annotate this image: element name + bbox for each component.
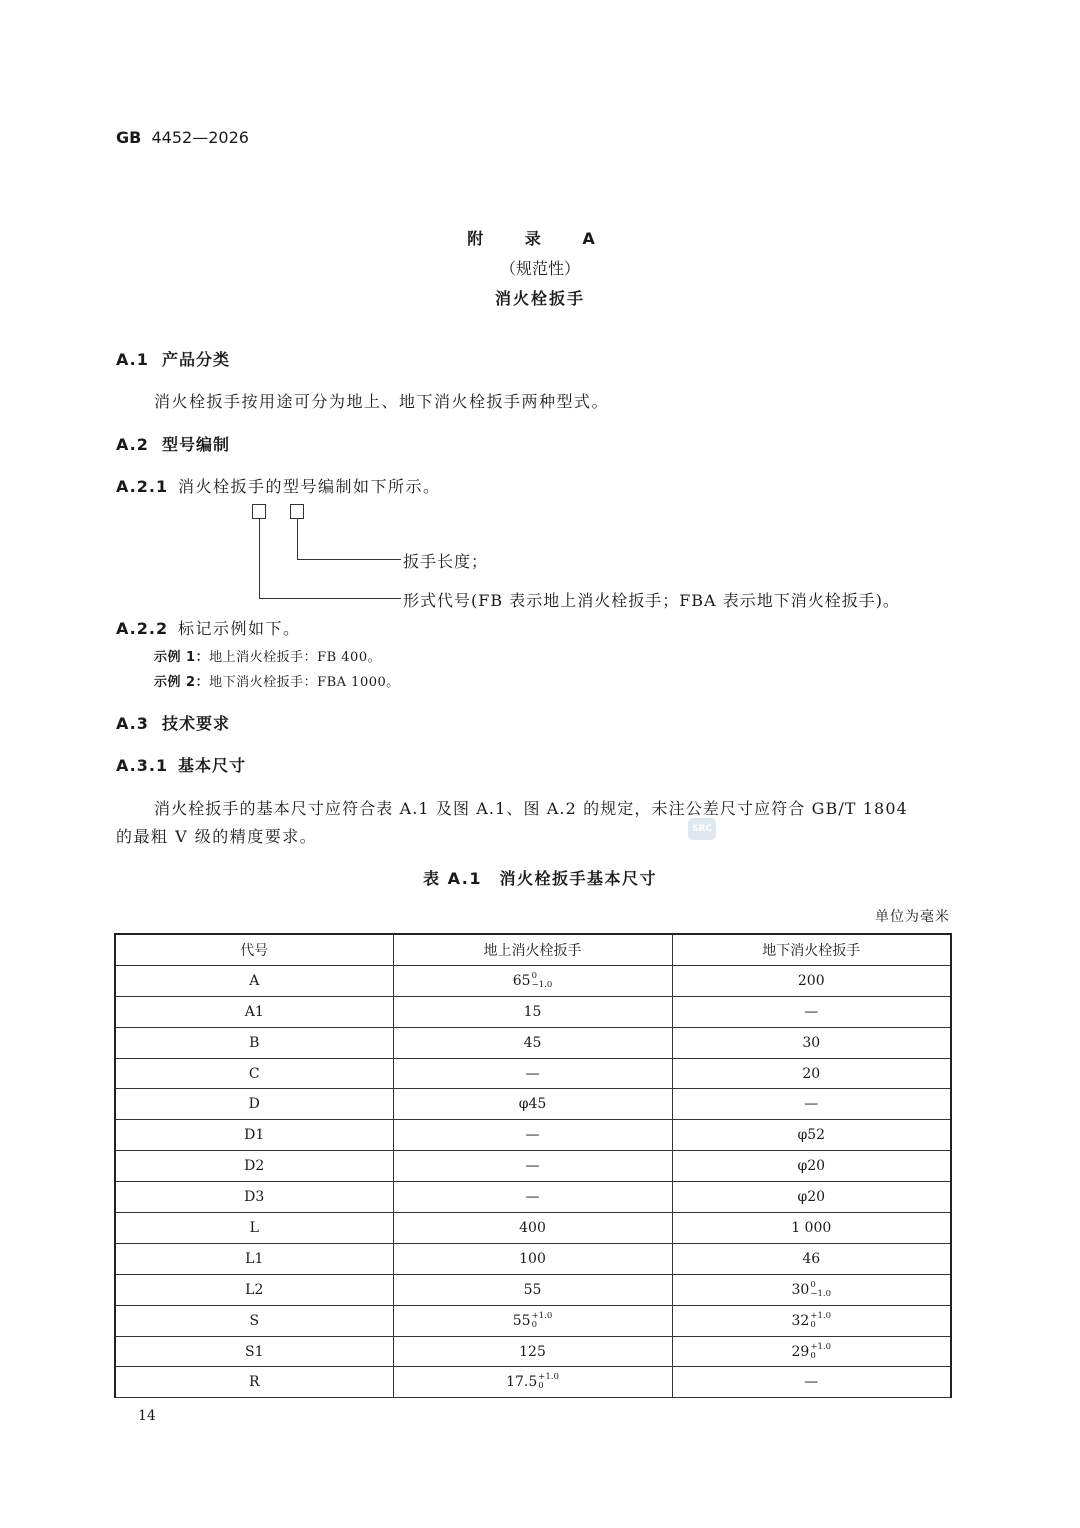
- cell-value: —: [525, 1127, 540, 1144]
- heading-a1: [116, 347, 230, 370]
- cell-value: 15: [523, 1003, 542, 1020]
- clause-number: A.2.1: [116, 477, 169, 496]
- cell-code: [115, 996, 393, 1027]
- cell-underground: [672, 1058, 951, 1089]
- example-2: [154, 671, 400, 690]
- heading-a2: [116, 432, 230, 455]
- table-row: [115, 1213, 951, 1244]
- designation-label-length: 扳手长度；: [403, 552, 489, 571]
- cell-code: [115, 1089, 393, 1120]
- clause-a21: [116, 474, 441, 497]
- tolerance-lower: 0: [810, 1319, 816, 1330]
- cell-value: 65: [512, 972, 531, 989]
- cell-underground: [672, 1305, 951, 1336]
- heading-title: 基本尺寸: [178, 756, 247, 775]
- cell-value: φ20: [797, 1158, 826, 1175]
- cell-above-ground: [393, 1089, 672, 1120]
- tolerance: [538, 1373, 559, 1391]
- cell-value: —: [525, 1065, 540, 1082]
- example-label: 示例 2：: [154, 675, 210, 690]
- tolerance: [810, 1312, 831, 1330]
- tolerance-lower: 0: [538, 1381, 544, 1392]
- cell-value: φ45: [518, 1096, 547, 1113]
- cell-code: [115, 1151, 393, 1182]
- cell-code: [115, 1058, 393, 1089]
- cell-value: L1: [245, 1250, 264, 1267]
- tolerance-upper: +1.0: [810, 1310, 831, 1321]
- cell-above-ground: [393, 1305, 672, 1336]
- clause-text: 标记示例如下。: [178, 619, 301, 638]
- cell-value: —: [804, 1003, 819, 1020]
- table-row: [115, 1243, 951, 1274]
- cell-underground: [672, 965, 951, 996]
- cell-value: 46: [802, 1250, 821, 1267]
- leader-line: [259, 598, 401, 599]
- table-row: [115, 1274, 951, 1305]
- cell-code: [115, 1305, 393, 1336]
- cell-above-ground: [393, 996, 672, 1027]
- cell-code: [115, 965, 393, 996]
- cell-underground: [672, 1120, 951, 1151]
- tolerance-upper: +1.0: [810, 1341, 831, 1352]
- cell-value: A1: [244, 1003, 264, 1020]
- heading-number: A.3.1: [116, 756, 169, 775]
- annex-title: 附 录 A: [467, 229, 613, 248]
- cell-code: [115, 1243, 393, 1274]
- cell-underground: [672, 996, 951, 1027]
- cell-underground: [672, 1182, 951, 1213]
- annex-name: 消火栓扳手: [494, 289, 585, 308]
- cell-value: 400: [519, 1219, 546, 1236]
- cell-above-ground: [393, 1213, 672, 1244]
- leader-line: [259, 519, 260, 598]
- table-unit: 单位为毫米: [875, 909, 950, 925]
- cell-value: 200: [797, 972, 825, 989]
- heading-title: 技术要求: [162, 714, 231, 733]
- cell-value: 55: [512, 1312, 531, 1329]
- heading-title: 产品分类: [162, 350, 231, 369]
- heading-a31: [116, 753, 246, 776]
- tolerance: [810, 1281, 831, 1299]
- cell-value: B: [249, 1034, 260, 1051]
- cell-above-ground: [393, 1336, 672, 1367]
- example-text: 地上消火栓扳手：FB 400。: [209, 650, 382, 665]
- cell-value: D: [248, 1096, 260, 1113]
- table-row: [115, 1120, 951, 1151]
- cell-above-ground: [393, 965, 672, 996]
- annex-type: （规范性）: [499, 259, 580, 278]
- cell-value: 125: [519, 1343, 546, 1360]
- cell-underground: [672, 1336, 951, 1367]
- heading-number: A.1: [116, 350, 149, 369]
- cell-value: —: [804, 1374, 819, 1391]
- tolerance-lower: −1.0: [531, 979, 553, 990]
- cell-value: 100: [519, 1250, 546, 1267]
- cell-value: L: [249, 1219, 259, 1236]
- cell-value: —: [804, 1096, 819, 1113]
- cell-above-ground: [393, 1243, 672, 1274]
- cell-value: φ20: [797, 1189, 826, 1206]
- cell-above-ground: [393, 1274, 672, 1305]
- cell-underground: [672, 1027, 951, 1058]
- table-row: [115, 1305, 951, 1336]
- cell-value: 29: [791, 1343, 810, 1360]
- leader-line: [297, 559, 401, 560]
- table-row: [115, 996, 951, 1027]
- standard-code: GB: [116, 128, 142, 147]
- cell-code: [115, 1182, 393, 1213]
- cell-value: 55: [523, 1281, 542, 1298]
- table-row: [115, 1367, 951, 1398]
- cell-value: R: [248, 1374, 260, 1391]
- table-row: [115, 1089, 951, 1120]
- tolerance-lower: 0: [810, 1350, 816, 1361]
- cell-value: D1: [244, 1127, 265, 1144]
- tolerance: [532, 1312, 553, 1330]
- cell-value: 17.5: [506, 1374, 538, 1391]
- heading-number: A.2: [116, 435, 149, 454]
- cell-value: 30: [802, 1034, 821, 1051]
- tolerance-lower: 0: [531, 1319, 538, 1330]
- table-header-code: 代号: [115, 934, 393, 965]
- cell-value: S: [249, 1312, 260, 1329]
- cell-underground: [672, 1243, 951, 1274]
- cell-value: 20: [802, 1065, 821, 1082]
- cell-code: [115, 1274, 393, 1305]
- tolerance-upper: 0: [531, 970, 538, 981]
- table-row: [115, 1336, 951, 1367]
- cell-code: [115, 1367, 393, 1398]
- watermark-logo-icon: SRC: [688, 818, 716, 840]
- tolerance-upper: 0: [810, 1279, 816, 1290]
- cell-code: [115, 1120, 393, 1151]
- cell-above-ground: [393, 1058, 672, 1089]
- tolerance: [532, 972, 553, 990]
- cell-value: C: [248, 1065, 260, 1082]
- table-header-underground: 地下消火栓扳手: [672, 934, 951, 965]
- clause-text: 消火栓扳手的型号编制如下所示。: [178, 477, 441, 496]
- cell-value: 32: [791, 1312, 810, 1329]
- tolerance-lower: −1.0: [810, 1288, 831, 1299]
- example-label: 示例 1：: [154, 650, 210, 665]
- clause-a22: [116, 616, 301, 639]
- cell-value: L2: [245, 1281, 264, 1298]
- dimensions-table: [114, 933, 952, 1398]
- example-1: [154, 646, 381, 665]
- document-number: [116, 128, 249, 147]
- leader-line: [297, 519, 298, 559]
- a1-paragraph: 消火栓扳手按用途可分为地上、地下消火栓扳手两种型式。: [154, 392, 610, 411]
- cell-above-ground: [393, 1120, 672, 1151]
- cell-code: [115, 1027, 393, 1058]
- heading-title: 型号编制: [162, 435, 231, 454]
- cell-value: S1: [245, 1343, 264, 1360]
- standard-number: 4452—2026: [151, 128, 249, 147]
- a31-paragraph-line1: 消火栓扳手的基本尺寸应符合表 A.1 及图 A.1、图 A.2 的规定，未注公差尺寸应符合 GB/T 1804: [154, 799, 908, 818]
- designation-box-form: [252, 504, 266, 519]
- cell-value: —: [525, 1189, 540, 1206]
- cell-value: —: [525, 1158, 540, 1175]
- clause-number: A.2.2: [116, 619, 169, 638]
- designation-label-form: 形式代号(FB 表示地上消火栓扳手；FBA 表示地下消火栓扳手)。: [403, 591, 900, 610]
- tolerance-upper: +1.0: [531, 1310, 553, 1321]
- cell-value: D2: [244, 1158, 265, 1175]
- cell-value: A: [249, 972, 260, 989]
- cell-above-ground: [393, 1367, 672, 1398]
- designation-box-length: [290, 504, 304, 519]
- table-row: [115, 1027, 951, 1058]
- cell-value: 45: [523, 1034, 542, 1051]
- table-row: [115, 1182, 951, 1213]
- cell-underground: [672, 1151, 951, 1182]
- table-header-row: [115, 934, 951, 965]
- cell-underground: [672, 1213, 951, 1244]
- example-text: 地下消火栓扳手：FBA 1000。: [209, 675, 400, 690]
- cell-underground: [672, 1089, 951, 1120]
- heading-a3: [116, 711, 230, 734]
- table-header-above-ground: 地上消火栓扳手: [393, 934, 672, 965]
- cell-value: φ52: [797, 1127, 826, 1144]
- cell-underground: [672, 1274, 951, 1305]
- cell-code: [115, 1336, 393, 1367]
- cell-value: 30: [791, 1281, 810, 1298]
- cell-underground: [672, 1367, 951, 1398]
- heading-number: A.3: [116, 714, 149, 733]
- table-row: [115, 965, 951, 996]
- cell-value: 1 000: [791, 1219, 832, 1236]
- cell-above-ground: [393, 1182, 672, 1213]
- table-row: [115, 1058, 951, 1089]
- table-row: [115, 1151, 951, 1182]
- a31-paragraph-line2: 的最粗 V 级的精度要求。: [116, 827, 318, 846]
- cell-value: D3: [244, 1189, 265, 1206]
- cell-above-ground: [393, 1027, 672, 1058]
- cell-above-ground: [393, 1151, 672, 1182]
- table-caption: 表 A.1 消火栓扳手基本尺寸: [423, 869, 657, 888]
- tolerance: [810, 1343, 831, 1361]
- tolerance-upper: +1.0: [538, 1372, 559, 1383]
- cell-code: [115, 1213, 393, 1244]
- page-number: 14: [138, 1408, 156, 1424]
